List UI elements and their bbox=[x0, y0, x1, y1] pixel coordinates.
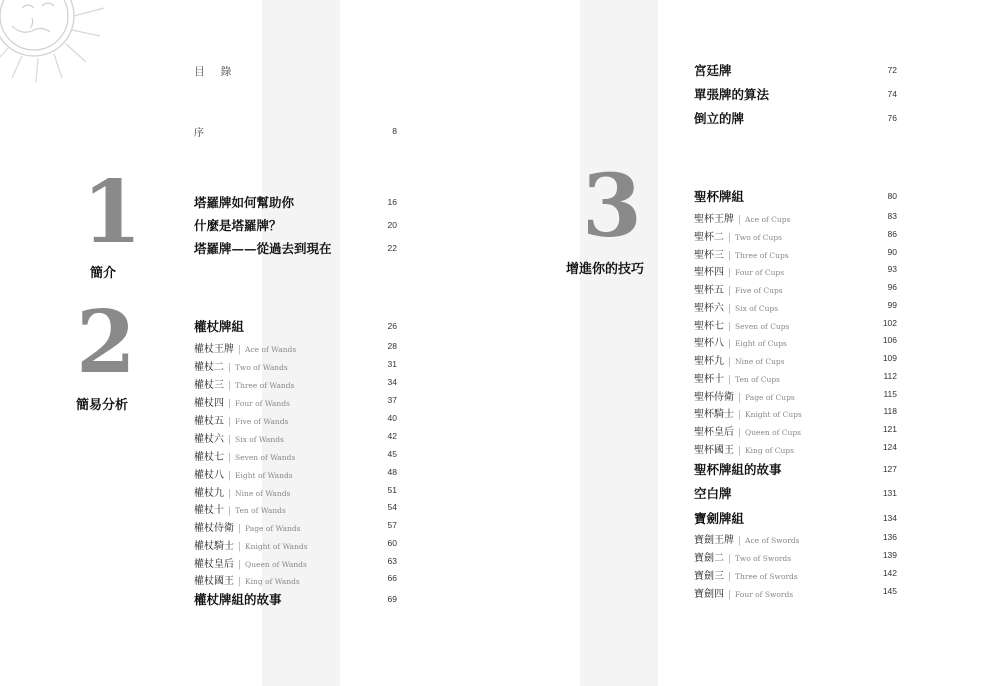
entry-label: 聖杯七 bbox=[694, 320, 724, 332]
toc-entry[interactable] bbox=[694, 85, 897, 103]
separator: | bbox=[228, 488, 232, 499]
toc-entry[interactable] bbox=[694, 331, 897, 349]
entry-label: 聖杯國王 bbox=[694, 444, 734, 456]
toc-entry[interactable] bbox=[194, 355, 397, 373]
entry-page: 34 bbox=[387, 377, 397, 387]
entry-label: 權杖九 bbox=[194, 487, 224, 499]
chapter-number-2: 2 bbox=[76, 292, 134, 393]
toc-entry[interactable] bbox=[194, 552, 397, 570]
entry-label: 序 bbox=[194, 127, 204, 139]
toc-entry[interactable] bbox=[194, 239, 397, 257]
entry-page: 86 bbox=[887, 229, 897, 239]
entry-label: 寶劍牌組 bbox=[694, 511, 745, 526]
toc-entry[interactable] bbox=[194, 463, 397, 481]
separator: | bbox=[238, 541, 242, 552]
entry-page: 93 bbox=[887, 264, 897, 274]
entry-english: Knight of Wands bbox=[245, 541, 308, 551]
toc-entry[interactable] bbox=[194, 373, 397, 391]
separator: | bbox=[738, 409, 742, 420]
entry-page: 127 bbox=[882, 464, 897, 474]
entry-english: Knight of Cups bbox=[745, 409, 802, 419]
entry-english: Eight of Cups bbox=[735, 338, 787, 348]
toc-entry[interactable] bbox=[194, 391, 397, 409]
entry-page: 60 bbox=[387, 538, 397, 548]
entry-label: 什麼是塔羅牌？ bbox=[194, 218, 282, 233]
entry-label: 聖杯牌組的故事 bbox=[694, 462, 782, 477]
entry-page: 40 bbox=[387, 413, 397, 423]
entry-page: 134 bbox=[882, 513, 897, 523]
entry-label: 聖杯八 bbox=[694, 337, 724, 349]
separator: | bbox=[728, 285, 732, 296]
chapter-title-2: 簡易分析 bbox=[76, 398, 129, 413]
entry-page: 22 bbox=[387, 243, 397, 253]
entry-label: 權杖王牌 bbox=[194, 343, 234, 355]
separator: | bbox=[238, 523, 242, 534]
entry-label: 塔羅牌——從過去到現在 bbox=[194, 241, 332, 256]
separator: | bbox=[738, 535, 742, 546]
entry-page: 76 bbox=[887, 113, 897, 123]
separator: | bbox=[238, 559, 242, 570]
chapter-title-3: 增進你的技巧 bbox=[566, 262, 645, 277]
toc-entry[interactable] bbox=[194, 427, 397, 445]
entry-page: 8 bbox=[392, 126, 397, 136]
entry-english: Nine of Cups bbox=[735, 356, 785, 366]
separator: | bbox=[728, 250, 732, 261]
entry-page: 31 bbox=[387, 359, 397, 369]
toc-entry[interactable] bbox=[694, 109, 897, 127]
entry-page: 83 bbox=[887, 211, 897, 221]
entry-page: 118 bbox=[883, 406, 897, 416]
toc-entry-cups-head[interactable] bbox=[694, 187, 897, 205]
separator: | bbox=[728, 321, 732, 332]
entry-page: 63 bbox=[387, 556, 397, 566]
toc-entry-swords-head[interactable] bbox=[694, 509, 897, 527]
entry-english: Two of Wands bbox=[235, 362, 288, 372]
separator: | bbox=[728, 338, 732, 349]
separator: | bbox=[738, 427, 742, 438]
toc-entry-preface[interactable] bbox=[194, 122, 397, 140]
separator: | bbox=[238, 344, 242, 355]
entry-label: 宮廷牌 bbox=[694, 63, 732, 78]
separator: | bbox=[228, 380, 232, 391]
entry-page: 96 bbox=[887, 282, 897, 292]
entry-english: Seven of Wands bbox=[235, 452, 296, 462]
entry-page: 28 bbox=[387, 341, 397, 351]
entry-label: 聖杯九 bbox=[694, 355, 724, 367]
entry-label: 權杖七 bbox=[194, 451, 224, 463]
entry-english: Three of Wands bbox=[235, 380, 295, 390]
entry-label: 權杖四 bbox=[194, 397, 224, 409]
entry-page: 42 bbox=[387, 431, 397, 441]
entry-page: 74 bbox=[887, 89, 897, 99]
entry-label: 聖杯二 bbox=[694, 231, 724, 243]
entry-page: 109 bbox=[882, 353, 897, 363]
entry-label: 聖杯十 bbox=[694, 373, 724, 385]
sun-decoration-icon bbox=[0, 0, 112, 93]
toc-entry[interactable] bbox=[694, 349, 897, 367]
toc-entry[interactable] bbox=[194, 337, 397, 355]
toc-entry[interactable] bbox=[694, 420, 897, 438]
toc-entry[interactable] bbox=[694, 402, 897, 420]
toc-entry[interactable] bbox=[694, 314, 897, 332]
entry-page: 139 bbox=[882, 550, 897, 560]
entry-page: 145 bbox=[882, 586, 897, 596]
entry-english: Ten of Cups bbox=[735, 374, 781, 384]
chapter-number-3: 3 bbox=[582, 156, 640, 257]
entry-english: Six of Wands bbox=[235, 434, 284, 444]
separator: | bbox=[728, 267, 732, 278]
entry-label: 權杖十 bbox=[194, 504, 224, 516]
toc-entry[interactable] bbox=[694, 564, 897, 582]
separator: | bbox=[728, 374, 732, 385]
entry-label: 聖杯王牌 bbox=[694, 213, 734, 225]
entry-page: 51 bbox=[387, 485, 397, 495]
entry-page: 45 bbox=[387, 449, 397, 459]
entry-english: Eight of Wands bbox=[235, 470, 293, 480]
separator: | bbox=[228, 398, 232, 409]
toc-entry[interactable] bbox=[694, 260, 897, 278]
toc-entry[interactable] bbox=[194, 534, 397, 552]
toc-entry[interactable] bbox=[694, 582, 897, 600]
entry-label: 權杖二 bbox=[194, 361, 224, 373]
separator: | bbox=[728, 232, 732, 243]
entry-page: 37 bbox=[387, 395, 397, 405]
separator: | bbox=[728, 589, 732, 600]
toc-entry[interactable] bbox=[694, 225, 897, 243]
entry-english: Nine of Wands bbox=[235, 488, 291, 498]
entry-label: 權杖八 bbox=[194, 469, 224, 481]
separator: | bbox=[728, 571, 732, 582]
entry-label: 權杖牌組 bbox=[194, 319, 245, 334]
separator: | bbox=[228, 505, 232, 516]
chapter-title-1: 簡介 bbox=[90, 266, 117, 281]
separator: | bbox=[738, 392, 742, 403]
separator: | bbox=[738, 445, 742, 456]
entry-label: 聖杯六 bbox=[694, 302, 724, 314]
entry-label: 權杖騎士 bbox=[194, 540, 234, 552]
entry-label: 寶劍四 bbox=[694, 588, 724, 600]
entry-page: 124 bbox=[882, 442, 897, 452]
separator: | bbox=[238, 576, 242, 587]
entry-page: 54 bbox=[387, 502, 397, 512]
entry-label: 聖杯騎士 bbox=[694, 408, 734, 420]
entry-page: 121 bbox=[882, 424, 897, 434]
entry-label: 寶劍二 bbox=[694, 552, 724, 564]
entry-page: 57 bbox=[387, 520, 397, 530]
entry-english: Five of Cups bbox=[735, 285, 783, 295]
toc-entry[interactable] bbox=[194, 445, 397, 463]
entry-label: 權杖六 bbox=[194, 433, 224, 445]
entry-page: 69 bbox=[387, 594, 397, 604]
toc-entry[interactable] bbox=[194, 216, 397, 234]
separator: | bbox=[228, 452, 232, 463]
separator: | bbox=[228, 434, 232, 445]
toc-entry[interactable] bbox=[694, 367, 897, 385]
entry-label: 聖杯侍衛 bbox=[694, 391, 734, 403]
entry-page: 136 bbox=[882, 532, 897, 542]
entry-label: 權杖皇后 bbox=[194, 558, 234, 570]
entry-english: Four of Cups bbox=[735, 267, 785, 277]
toc-entry-wands-story[interactable] bbox=[194, 590, 397, 608]
entry-english: Three of Swords bbox=[735, 571, 798, 581]
entry-english: Seven of Cups bbox=[735, 321, 790, 331]
separator: | bbox=[728, 553, 732, 564]
entry-english: Five of Wands bbox=[235, 416, 289, 426]
entry-label: 單張牌的算法 bbox=[694, 87, 770, 102]
toc-title: 目 錄 bbox=[194, 65, 238, 78]
entry-page: 72 bbox=[887, 65, 897, 75]
toc-entry[interactable] bbox=[194, 409, 397, 427]
entry-english: King of Wands bbox=[245, 576, 300, 586]
entry-page: 102 bbox=[882, 318, 897, 328]
toc-entry[interactable] bbox=[694, 61, 897, 79]
toc-entry[interactable] bbox=[694, 278, 897, 296]
toc-entry[interactable] bbox=[694, 385, 897, 403]
entry-english: Four of Wands bbox=[235, 398, 290, 408]
entry-page: 48 bbox=[387, 467, 397, 477]
entry-english: Queen of Cups bbox=[745, 427, 802, 437]
entry-english: Ace of Wands bbox=[245, 344, 297, 354]
toc-entry[interactable] bbox=[194, 193, 397, 211]
toc-entry[interactable] bbox=[694, 296, 897, 314]
separator: | bbox=[228, 470, 232, 481]
entry-label: 權杖牌組的故事 bbox=[194, 592, 282, 607]
entry-page: 112 bbox=[883, 371, 897, 381]
entry-page: 80 bbox=[887, 191, 897, 201]
entry-page: 66 bbox=[387, 573, 397, 583]
separator: | bbox=[728, 356, 732, 367]
toc-entry[interactable] bbox=[194, 516, 397, 534]
entry-label: 聖杯三 bbox=[694, 249, 724, 261]
entry-english: Page of Wands bbox=[245, 523, 301, 533]
separator: | bbox=[728, 303, 732, 314]
toc-entry-blank[interactable] bbox=[694, 484, 897, 502]
toc-entry-wands-head[interactable] bbox=[194, 317, 397, 335]
entry-label: 聖杯牌組 bbox=[694, 189, 745, 204]
entry-english: King of Cups bbox=[745, 445, 794, 455]
toc-entry[interactable] bbox=[194, 498, 397, 516]
toc-entry[interactable] bbox=[194, 481, 397, 499]
toc-entry[interactable] bbox=[694, 528, 897, 546]
entry-label: 聖杯五 bbox=[694, 284, 724, 296]
entry-label: 塔羅牌如何幫助你 bbox=[194, 195, 295, 210]
entry-english: Two of Cups bbox=[735, 232, 782, 242]
entry-page: 90 bbox=[887, 247, 897, 257]
entry-label: 寶劍王牌 bbox=[694, 534, 734, 546]
entry-english: Ace of Swords bbox=[745, 535, 800, 545]
entry-label: 聖杯皇后 bbox=[694, 426, 734, 438]
right-page-strip bbox=[580, 0, 658, 686]
entry-english: Six of Cups bbox=[735, 303, 779, 313]
entry-english: Ten of Wands bbox=[235, 505, 286, 515]
entry-label: 權杖三 bbox=[194, 379, 224, 391]
entry-label: 空白牌 bbox=[694, 486, 732, 501]
toc-entry[interactable] bbox=[694, 546, 897, 564]
entry-english: Ace of Cups bbox=[745, 214, 791, 224]
separator: | bbox=[228, 362, 232, 373]
entry-english: Four of Swords bbox=[735, 589, 794, 599]
entry-label: 權杖五 bbox=[194, 415, 224, 427]
entry-label: 寶劍三 bbox=[694, 570, 724, 582]
toc-entry[interactable] bbox=[194, 569, 397, 587]
entry-english: Two of Swords bbox=[735, 553, 792, 563]
entry-english: Page of Cups bbox=[745, 392, 795, 402]
separator: | bbox=[228, 416, 232, 427]
separator: | bbox=[738, 214, 742, 225]
entry-english: Three of Cups bbox=[735, 250, 789, 260]
toc-entry[interactable] bbox=[694, 243, 897, 261]
entry-page: 142 bbox=[882, 568, 897, 578]
entry-label: 聖杯四 bbox=[694, 266, 724, 278]
entry-label: 倒立的牌 bbox=[694, 111, 745, 126]
entry-page: 99 bbox=[887, 300, 897, 310]
entry-page: 106 bbox=[882, 335, 897, 345]
entry-page: 26 bbox=[387, 321, 397, 331]
entry-page: 16 bbox=[387, 197, 397, 207]
toc-entry[interactable] bbox=[694, 438, 897, 456]
entry-label: 權杖侍衛 bbox=[194, 522, 234, 534]
entry-page: 131 bbox=[882, 488, 897, 498]
chapter-number-1: 1 bbox=[82, 162, 140, 263]
toc-entry[interactable] bbox=[694, 207, 897, 225]
entry-page: 115 bbox=[883, 389, 897, 399]
toc-entry-cups-story[interactable] bbox=[694, 460, 897, 478]
entry-page: 20 bbox=[387, 220, 397, 230]
entry-english: Queen of Wands bbox=[245, 559, 307, 569]
entry-label: 權杖國王 bbox=[194, 575, 234, 587]
